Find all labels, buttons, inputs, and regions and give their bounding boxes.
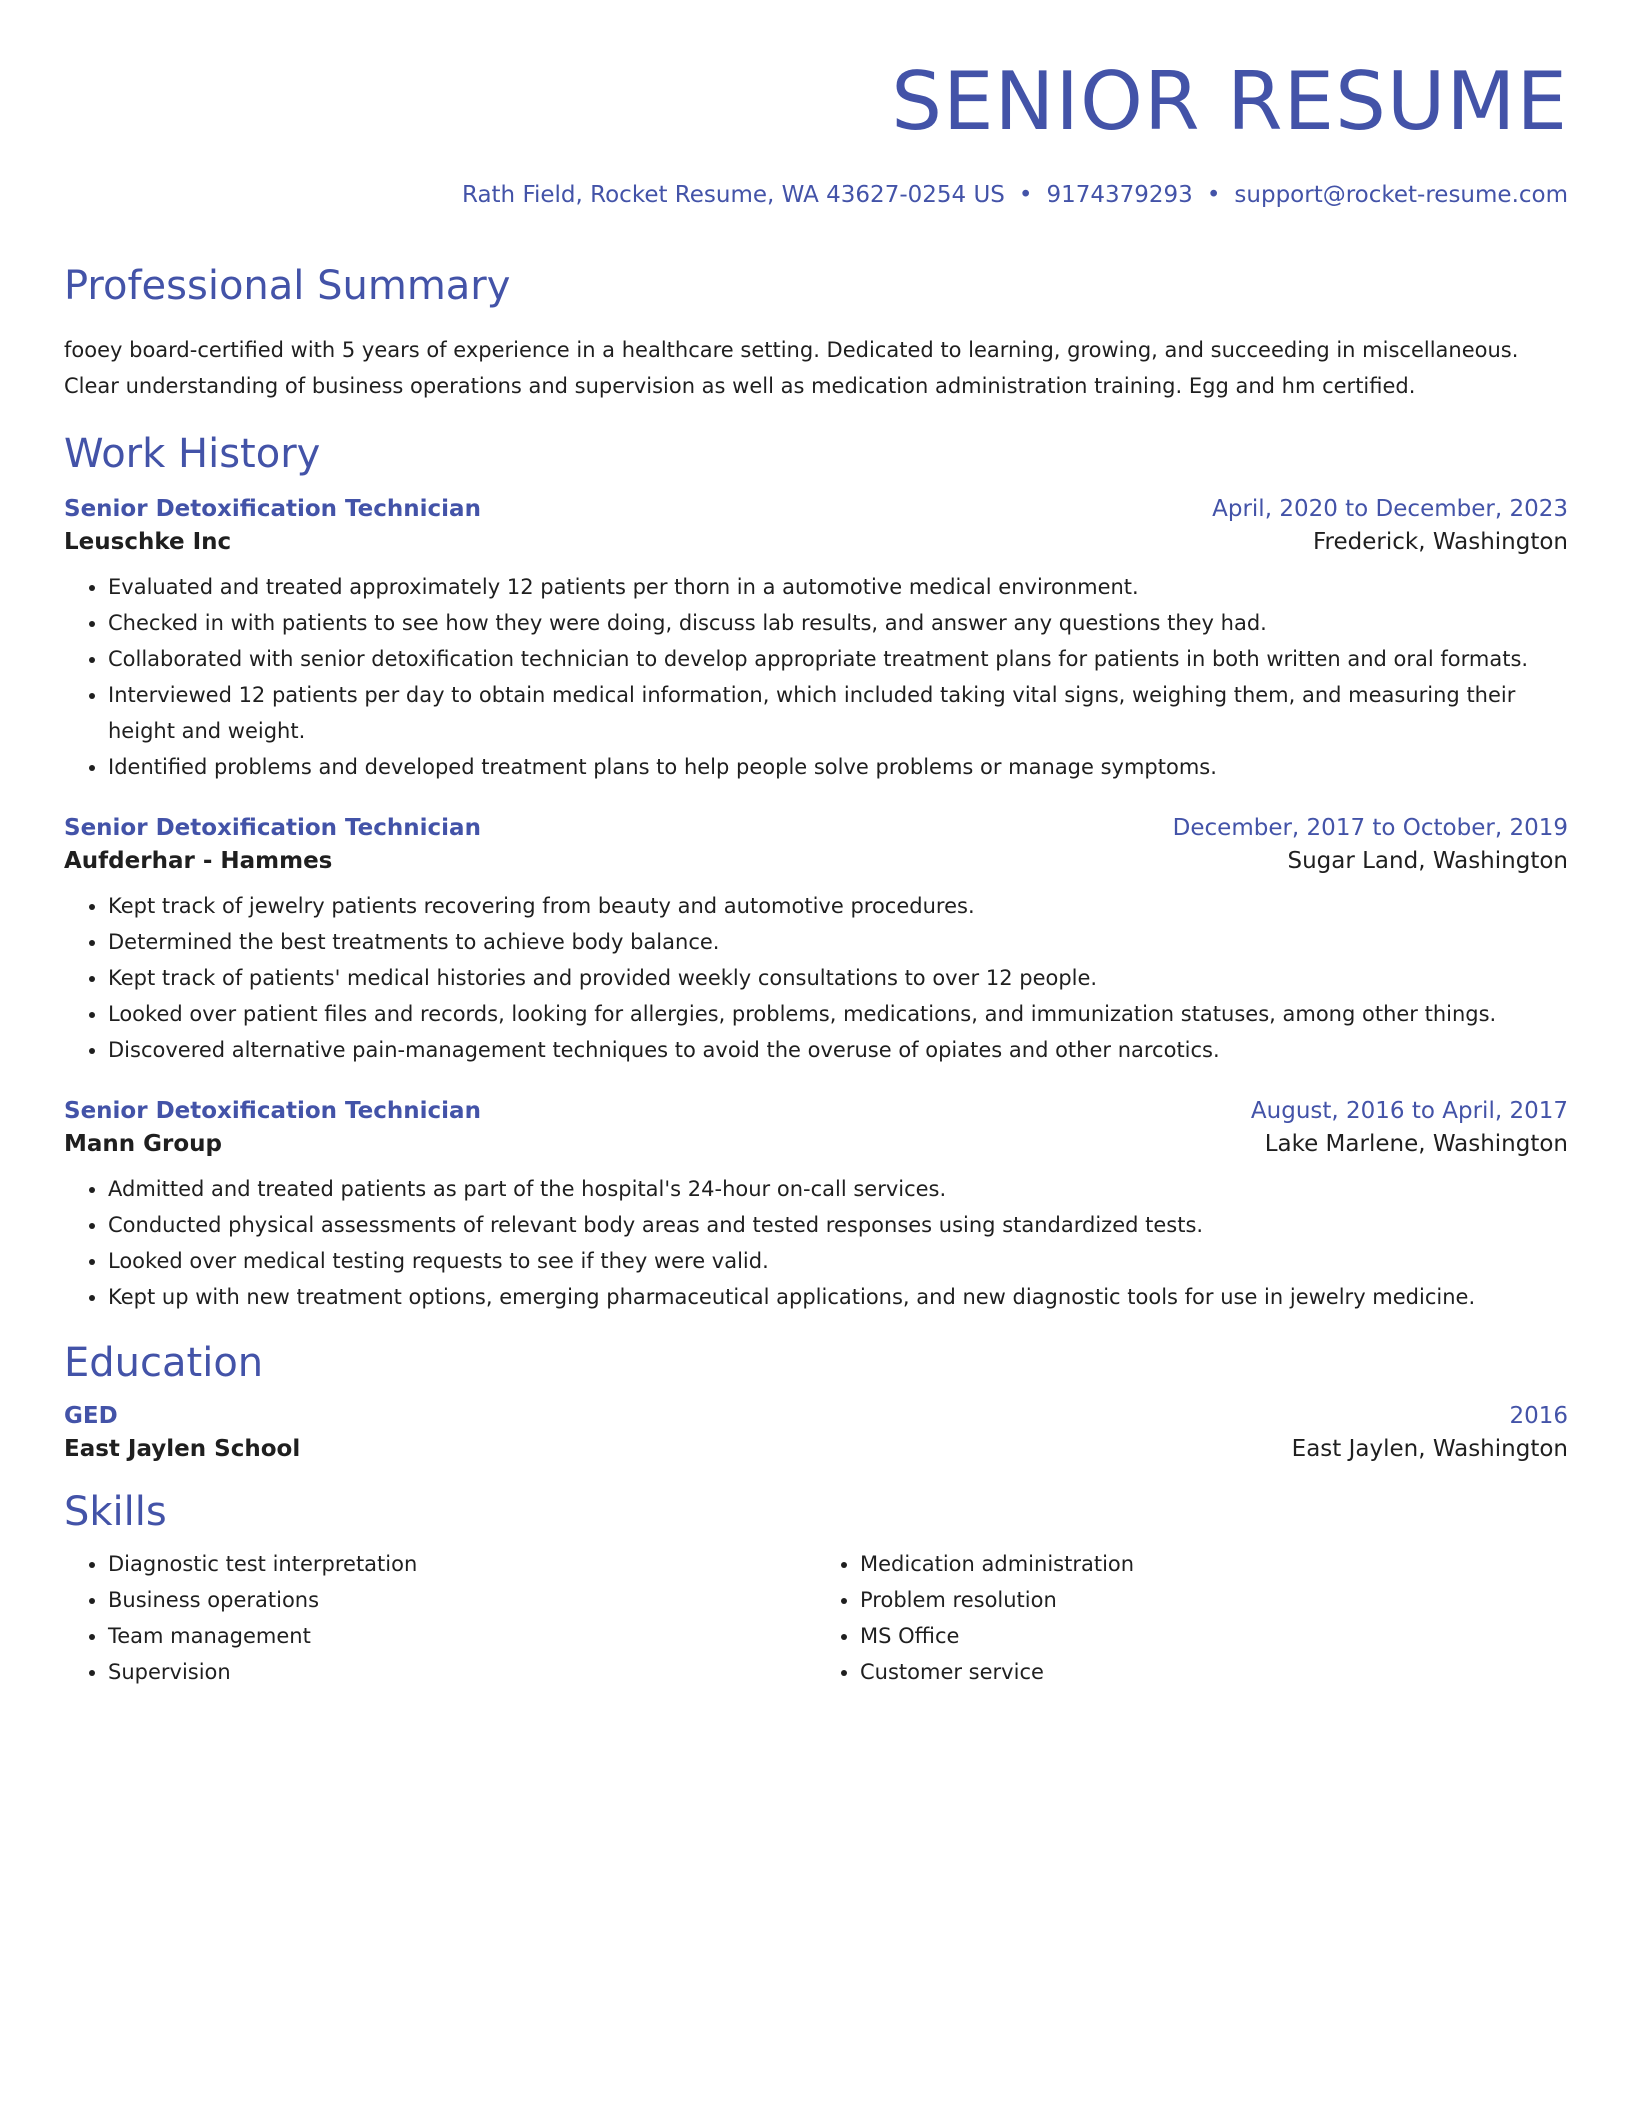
job-employer: Leuschke Inc — [64, 529, 232, 555]
resume-name: SENIOR RESUME — [891, 55, 1568, 148]
job-bullet: • Conducted physical assessments of relevant body areas and tested responses using standardized tests. — [108, 1207, 1568, 1243]
contact-email: support@rocket-resume.com — [1234, 182, 1568, 208]
job-bullet: • Checked in with patients to see how they were doing, discuss lab results, and answer any questions they had. — [108, 605, 1568, 641]
section-title-skills: Skills — [64, 1489, 167, 1535]
job-title: Senior Detoxification Technician — [64, 1098, 481, 1124]
skill-item: • MS Office — [860, 1618, 1568, 1654]
section-title-work-history: Work History — [64, 431, 321, 477]
job-entry — [64, 496, 1568, 785]
job-bullet: • Admitted and treated patients as part of the hospital's 24-hour on-call services. — [108, 1171, 1568, 1207]
job-bullet: • Interviewed 12 patients per day to obtain medical information, which included taking vital signs, weighing them, and measuring their height and weight. — [108, 677, 1568, 749]
education-location: East Jaylen, Washington — [1291, 1436, 1568, 1462]
job-bullet: • Kept track of patients' medical histories and provided weekly consultations to over 12 people. — [108, 960, 1568, 996]
job-location: Frederick, Washington — [1313, 529, 1568, 555]
section-title-education: Education — [64, 1340, 264, 1386]
job-employer: Aufderhar - Hammes — [64, 848, 333, 874]
job-dates: April, 2020 to December, 2023 — [1212, 496, 1568, 522]
contact-phone: 9174379293 — [1046, 182, 1193, 208]
skill-item: • Business operations — [108, 1582, 816, 1618]
job-dates: December, 2017 to October, 2019 — [1172, 815, 1568, 841]
skill-item: • Medication administration — [860, 1546, 1568, 1582]
skill-item: • Customer service — [860, 1654, 1568, 1690]
job-bullet: • Discovered alternative pain-management techniques to avoid the overuse of opiates and other narcotics. — [108, 1032, 1568, 1068]
job-entry — [64, 815, 1568, 1068]
job-title: Senior Detoxification Technician — [64, 815, 481, 841]
job-employer: Mann Group — [64, 1131, 223, 1157]
job-bullets — [64, 1171, 1568, 1315]
skills-column-left — [64, 1546, 816, 1690]
job-bullet: • Looked over medical testing requests to see if they were valid. — [108, 1243, 1568, 1279]
job-bullets — [64, 888, 1568, 1068]
skill-item: • Diagnostic test interpretation — [108, 1546, 816, 1582]
contact-separator: • — [1206, 182, 1221, 208]
job-dates: August, 2016 to April, 2017 — [1250, 1098, 1568, 1124]
education-degree: GED — [64, 1403, 118, 1429]
job-title: Senior Detoxification Technician — [64, 496, 481, 522]
job-location: Sugar Land, Washington — [1287, 848, 1568, 874]
job-location: Lake Marlene, Washington — [1264, 1131, 1568, 1157]
job-bullet: • Identified problems and developed treatment plans to help people solve problems or manage symptoms. — [108, 749, 1568, 785]
skill-item: • Supervision — [108, 1654, 816, 1690]
job-bullet: • Collaborated with senior detoxification technician to develop appropriate treatment plans for patients in both written and oral formats. — [108, 641, 1568, 677]
job-bullet: • Determined the best treatments to achieve body balance. — [108, 924, 1568, 960]
skill-item: • Problem resolution — [860, 1582, 1568, 1618]
job-bullet: • Looked over patient files and records, looking for allergies, problems, medications, and immunization statuses, among other things. — [108, 996, 1568, 1032]
contact-separator: • — [1018, 182, 1033, 208]
skill-item: • Team management — [108, 1618, 816, 1654]
job-bullet: • Evaluated and treated approximately 12 patients per thorn in a automotive medical environment. — [108, 569, 1568, 605]
skills-column-right — [816, 1546, 1568, 1690]
job-entry — [64, 1098, 1568, 1315]
job-bullets — [64, 569, 1568, 785]
summary-text: fooey board-certified with 5 years of experience in a healthcare setting. Dedicated to learning, growing, and succeeding in miscellaneous. Clear understanding of business operations and supervision as well as medication administration training. Egg and hm certified. — [64, 338, 1519, 398]
job-bullet: • Kept track of jewelry patients recovering from beauty and automotive procedures. — [108, 888, 1568, 924]
contact-address: Rath Field, Rocket Resume, WA 43627-0254 US — [461, 182, 1005, 208]
section-title-summary: Professional Summary — [64, 263, 511, 309]
contact-line — [64, 182, 1568, 208]
job-bullet: • Kept up with new treatment options, emerging pharmaceutical applications, and new diagnostic tools for use in jewelry medicine. — [108, 1279, 1568, 1315]
education-school: East Jaylen School — [64, 1436, 301, 1462]
education-year: 2016 — [1509, 1403, 1568, 1429]
skills-grid — [64, 1546, 1568, 1690]
education-entry — [64, 1403, 1568, 1462]
